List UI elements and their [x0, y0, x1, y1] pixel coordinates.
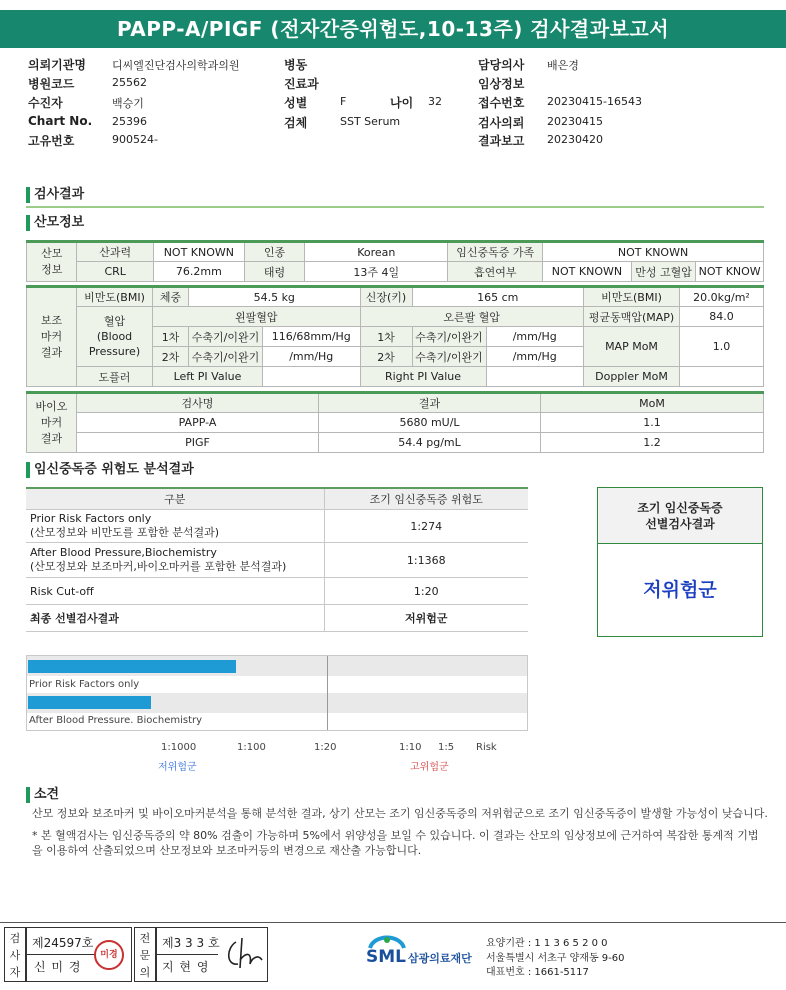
cell-label: 1차: [153, 327, 189, 347]
biomarker-table: [26, 391, 764, 453]
value-hospital-code: 25562: [112, 76, 147, 89]
risk-value: 1:274: [324, 510, 528, 543]
label-unique-no: 고유번호: [28, 134, 75, 148]
value-doctor: 배은경: [547, 59, 579, 72]
specialist-label-box: 전 문 의: [134, 927, 156, 982]
tick-label: 1:5: [438, 742, 455, 753]
inspector-name: 신 미 경: [34, 960, 82, 974]
tick-label: 1:20: [314, 742, 337, 753]
label-sex: 성별: [284, 96, 308, 110]
cell-value: 76.2mm: [154, 262, 245, 282]
bio-side-label: 바이오 마커 결과: [27, 393, 77, 453]
table-row: [26, 543, 528, 578]
col-header: 검사명: [77, 393, 319, 413]
cell-value: NOT KNOW: [696, 262, 764, 282]
value-receipt-no: 20230415-16543: [547, 95, 642, 108]
cell-value: [486, 367, 584, 387]
final-result-label: 최종 선별검사결과: [26, 605, 324, 632]
cell-value: 54.5 kg: [189, 287, 361, 307]
specialist-divider: [156, 954, 218, 955]
cell-label: 신장(키): [360, 287, 412, 307]
value-patient: 백승기: [112, 97, 144, 110]
cell-label: 수축기/이완기: [189, 327, 263, 347]
cell-label: MAP MoM: [584, 327, 680, 367]
cell-label: 흡연여부: [448, 262, 543, 282]
cell-label: CRL: [77, 262, 154, 282]
cell-label: 태령: [244, 262, 304, 282]
table-row: [26, 510, 528, 543]
result-box-header: 조기 임신중독증 선별검사결과: [598, 488, 762, 544]
cell-label: 왼팔혈압: [153, 307, 361, 327]
label-hospital-code: 병원코드: [28, 77, 75, 91]
label-receipt-no: 접수번호: [478, 96, 525, 110]
cutoff-line: [327, 656, 328, 730]
table-row: [26, 605, 528, 632]
cell-label: 수축기/이완기: [412, 327, 486, 347]
label-specimen: 검체: [284, 116, 308, 130]
value-institution: 디씨엘진단검사의학과의원: [112, 59, 240, 72]
value-age: 32: [428, 95, 442, 108]
cell-value: 116/68mm/Hg: [263, 327, 361, 347]
inspector-divider: [26, 954, 96, 955]
bio-test-result: 54.4 pg/mL: [319, 433, 541, 453]
cell-label: 오른팔 혈압: [360, 307, 584, 327]
risk-label: After Blood Pressure,Biochemistry (산모정보와 보조마커,바이오마커를 포함한 분석결과): [26, 543, 324, 578]
col-header: 조기 임신중독증 위험도: [324, 488, 528, 510]
tick-label: 1:1000: [161, 742, 197, 753]
inspector-seal: 미경: [94, 940, 124, 970]
org-name: 삼광의료재단: [408, 952, 472, 965]
cell-label: 평균동맥압(MAP): [584, 307, 680, 327]
cell-label: 산과력: [77, 242, 154, 262]
value-specimen: SST Serum: [340, 115, 401, 128]
label-request-date: 검사의뢰: [478, 116, 525, 130]
cell-value: 20.0kg/m²: [680, 287, 764, 307]
report-header: [0, 56, 786, 148]
risk-bar-chart: [26, 655, 528, 731]
section-title-analysis: 임신중독증 위험도 분석결과: [26, 461, 194, 479]
risk-label: Prior Risk Factors only (산모정보와 비만도를 포함한 분석결과): [26, 510, 324, 543]
maternal-info-table: [26, 240, 764, 282]
label-department: 진료과: [284, 77, 319, 91]
cell-value: /mm/Hg: [263, 347, 361, 367]
col-header: MoM: [541, 393, 764, 413]
table-row: [27, 413, 764, 433]
label-report-date: 결과보고: [478, 134, 525, 148]
bio-test-name: PAPP-A: [77, 413, 319, 433]
cell-value: 84.0: [680, 307, 764, 327]
risk-value: 1:1368: [324, 543, 528, 578]
cell-value: NOT KNOWN: [154, 242, 245, 262]
low-risk-legend: 저위험군: [158, 762, 197, 773]
cell-label: 수축기/이완기: [412, 347, 486, 367]
cell-label: 도플러: [77, 367, 153, 387]
specialist-signature: [222, 934, 264, 974]
cell-value: NOT KNOWN: [543, 262, 632, 282]
risk-bar-after: [28, 696, 151, 709]
risk-label: Risk Cut-off: [26, 578, 324, 605]
high-risk-legend: 고위험군: [410, 762, 449, 773]
page-title: PAPP-A/PIGF (전자간증위험도,10-13주) 검사결과보고서: [0, 10, 786, 48]
cell-label: Right PI Value: [360, 367, 486, 387]
risk-table: [26, 487, 528, 632]
risk-bar-prior: [28, 660, 236, 673]
cell-value: /mm/Hg: [486, 347, 584, 367]
cell-label: 수축기/이완기: [189, 347, 263, 367]
org-tel: 대표번호 : 1661-5117: [486, 967, 589, 978]
tick-label: 1:10: [399, 742, 422, 753]
value-unique-no: 900524-: [112, 133, 158, 146]
bio-test-name: PIGF: [77, 433, 319, 453]
cell-value: 13주 4일: [305, 262, 448, 282]
org-code: 요양기관 : 1 1 3 6 5 2 0 0: [486, 938, 608, 949]
cell-value: [263, 367, 361, 387]
label-patient: 수진자: [28, 96, 63, 110]
footer-divider: [0, 922, 786, 923]
col-header: 결과: [319, 393, 541, 413]
result-box-value: 저위험군: [643, 579, 717, 601]
bp-label: 혈압 (Blood Pressure): [77, 307, 153, 367]
risk-value: 1:20: [324, 578, 528, 605]
section-title-opinion: 소견: [26, 786, 59, 804]
bio-test-mom: 1.1: [541, 413, 764, 433]
value-report-date: 20230420: [547, 133, 603, 146]
cell-value: Korean: [305, 242, 448, 262]
value-chart-no: 25396: [112, 115, 147, 128]
label-chart-no: Chart No.: [28, 114, 93, 128]
marker-side-label: 보조 마커 결과: [27, 287, 77, 387]
label-age: 나이: [390, 96, 414, 110]
cell-value: NOT KNOWN: [543, 242, 764, 262]
section-divider: [26, 206, 764, 208]
cell-label: 만성 고혈압: [631, 262, 696, 282]
sml-logo-text: SML: [366, 947, 406, 967]
inspector-label-box: 검 사 자: [4, 927, 26, 982]
table-row: [27, 433, 764, 453]
opinion-note: * 본 혈액검사는 임신중독증의 약 80% 검출이 가능하며 5%에서 위양성을 보일 수 있습니다. 이 결과는 산모의 임상정보에 근거하여 복잡한 통계적 기법: [32, 829, 759, 842]
value-request-date: 20230415: [547, 115, 603, 128]
label-ward: 병동: [284, 58, 308, 72]
label-institution: 의뢰기관명: [28, 58, 86, 72]
cell-label: 체중: [153, 287, 189, 307]
cell-label: 2차: [360, 347, 412, 367]
cell-value: 1.0: [680, 327, 764, 367]
inspector-license-no: 제24597호: [32, 936, 94, 950]
tick-label: 1:100: [237, 742, 266, 753]
section-title-maternal: 산모정보: [26, 214, 84, 232]
bio-test-result: 5680 mU/L: [319, 413, 541, 433]
cell-value: 165 cm: [412, 287, 584, 307]
cell-label: Doppler MoM: [584, 367, 680, 387]
cell-label: 인종: [244, 242, 304, 262]
table-row: [26, 578, 528, 605]
maternal-side-label: 산모 정보: [27, 242, 77, 282]
risk-bar-label: Prior Risk Factors only: [29, 679, 140, 690]
cell-label: Left PI Value: [153, 367, 263, 387]
org-address: 서울특별시 서초구 양재동 9-60: [486, 953, 625, 964]
cell-value: [680, 367, 764, 387]
label-clinical-info: 임상정보: [478, 77, 525, 91]
value-sex: F: [340, 95, 347, 108]
specialist-name: 지 현 영: [162, 960, 210, 974]
final-result-value: 저위험군: [324, 605, 528, 632]
opinion-text: 산모 정보와 보조마커 및 바이오마커분석을 통해 분석한 결과, 상기 산모는 조기 임신중독증의 저위험군으로 조기 임신중독증이 발생할 가능성이 낮습니다.: [32, 807, 768, 820]
aux-marker-table: [26, 285, 764, 387]
section-title-result: 검사결과: [26, 186, 84, 204]
col-header: 구분: [26, 488, 324, 510]
tick-label: Risk: [476, 742, 497, 753]
cell-label: 비만도(BMI): [77, 287, 153, 307]
cell-label: 비만도(BMI): [584, 287, 680, 307]
risk-bar-label: After Blood Pressure. Biochemistry: [29, 715, 203, 726]
cell-value: /mm/Hg: [486, 327, 584, 347]
screening-result-box: [597, 487, 763, 637]
cell-label: 1차: [360, 327, 412, 347]
specialist-license-no: 제3 3 3 호: [162, 936, 220, 950]
label-doctor: 담당의사: [478, 58, 525, 72]
cell-label: 임신중독증 가족: [448, 242, 543, 262]
cell-label: 2차: [153, 347, 189, 367]
opinion-note-cont: 을 이용하여 산출되었으며 산모정보와 보조마커등의 변경으로 재산출 가능합니다.: [32, 844, 422, 857]
bio-test-mom: 1.2: [541, 433, 764, 453]
